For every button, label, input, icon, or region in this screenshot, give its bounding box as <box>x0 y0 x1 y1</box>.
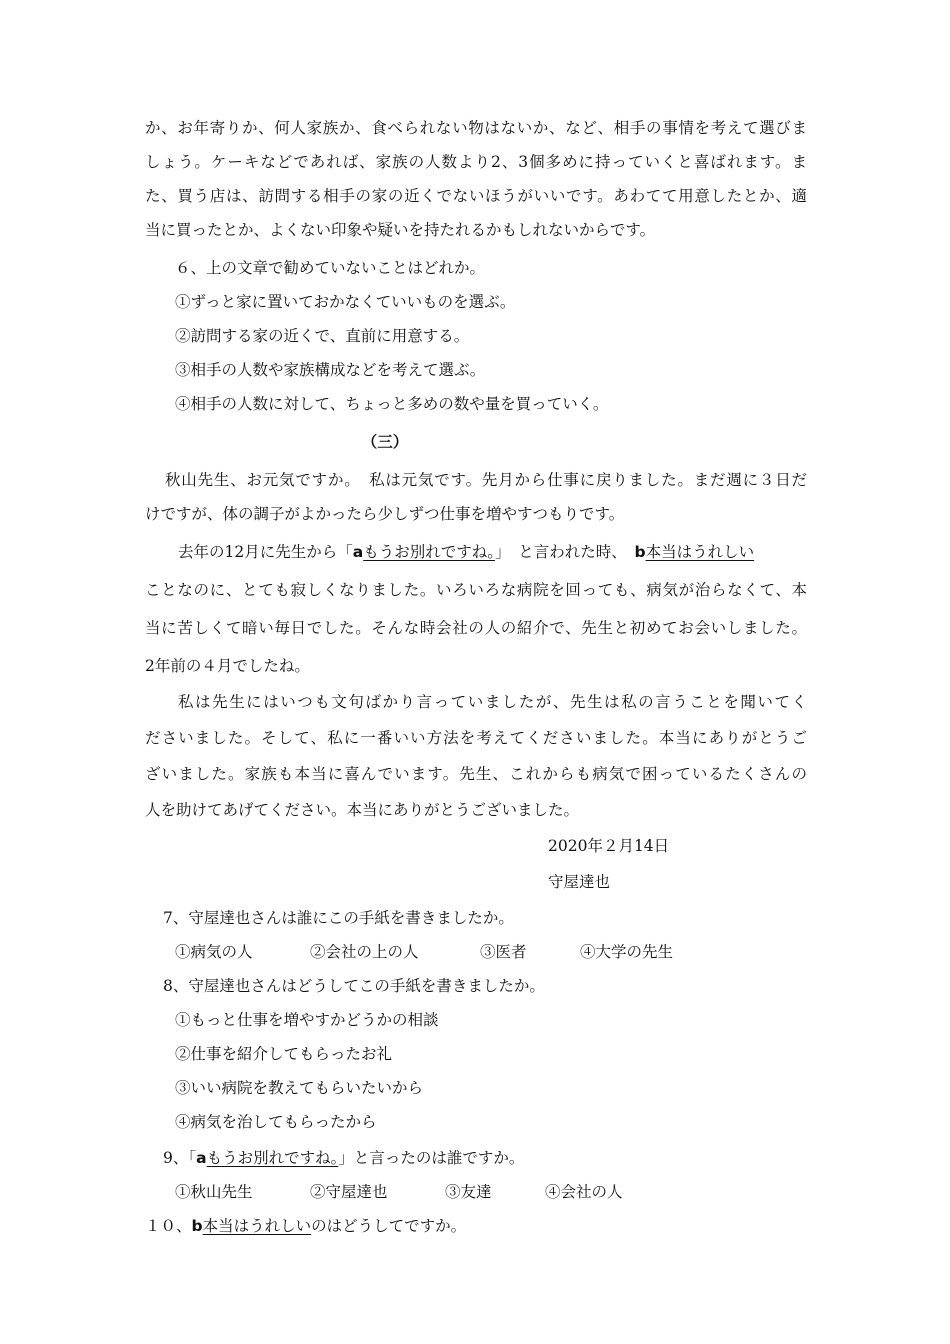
question-text: １０、 <box>145 1217 192 1235</box>
question-8-option: ④病気を治してもらったから <box>175 1113 377 1131</box>
underlined-phrase-a: もうお別れですね。 <box>363 543 495 561</box>
marker-a-label: a <box>352 543 364 561</box>
question-7-option: ③医者 <box>480 943 527 961</box>
letter-signature: 守屋達也 <box>548 873 611 891</box>
question-10-stem <box>145 1214 466 1238</box>
letter-line: 人を助けてあげてください。本当にありがとうございました。 <box>145 801 580 819</box>
question-7-option: ①病気の人 <box>175 943 253 961</box>
passage-line: しょう。ケーキなどであれば、家族の人数より2、3個多めに持っていくと喜ばれます。ま <box>145 153 807 171</box>
question-9-options <box>175 1180 623 1204</box>
passage-line: た、買う店は、訪問する相手の家の近くでないほうがいいです。あわてて用意したとか、適 <box>145 187 807 205</box>
question-6-stem: ６、上の文章で勧めていないことはどれか。 <box>175 259 486 277</box>
marker-b-label: b <box>634 543 646 561</box>
section-3-heading: （三） <box>361 432 409 451</box>
question-9-option: ③友達 <box>445 1183 492 1201</box>
letter-date: 2020年２月14日 <box>548 837 670 855</box>
underlined-phrase-b: 本当はうれしい <box>645 543 755 561</box>
question-text: のはどうしてですか。 <box>311 1217 467 1235</box>
question-9-option: ④会社の人 <box>545 1183 623 1201</box>
letter-line: ざいました。家族も本当に喜んでいます。先生、これからも病気で困っているたくさんの <box>145 765 807 783</box>
question-7-option: ②会社の上の人 <box>310 943 419 961</box>
underlined-phrase-a: もうお別れですね。 <box>206 1149 339 1167</box>
question-6-option: ②訪問する家の近くで、直前に用意する。 <box>175 327 470 345</box>
marker-b-label: b <box>191 1217 203 1235</box>
letter-line: ださいました。そして、私に一番いい方法を考えてくださいました。本当にありがとうご <box>145 729 807 747</box>
letter-line: 私は先生にはいつも文句ばかり言っていましたが、先生は私の言うことを聞いてく <box>178 693 807 711</box>
question-text: 9、「 <box>163 1149 197 1167</box>
question-7-options <box>175 940 673 964</box>
letter-line-with-markers <box>178 540 754 564</box>
question-7-stem: 7、守屋達也さんは誰にこの手紙を書きましたか。 <box>163 909 514 927</box>
passage-line: か、お年寄りか、何人家族か、食べられない物はないか、など、相手の事情を考えて選びま <box>145 119 807 137</box>
question-8-option: ①もっと仕事を増やすかどうかの相談 <box>175 1011 439 1029</box>
question-9-stem <box>163 1146 524 1170</box>
question-6-option: ④相手の人数に対して、ちょっと多めの数や量を買っていく。 <box>175 395 609 413</box>
letter-text: 去年の12月に先生から「 <box>178 543 353 561</box>
marker-a-label: a <box>196 1149 207 1167</box>
letter-text: 」 と言われた時、 <box>494 543 635 561</box>
question-9-option: ①秋山先生 <box>175 1183 253 1201</box>
question-7-option: ④大学の先生 <box>580 943 674 961</box>
question-8-option: ③いい病院を教えてもらいたいから <box>175 1079 424 1097</box>
letter-line: ことなのに、とても寂しくなりました。いろいろな病院を回っても、病気が治らなくて、本 <box>145 581 807 599</box>
letter-line: 2年前の４月でしたね。 <box>145 657 310 675</box>
underlined-phrase-b: 本当はうれしい <box>202 1217 312 1235</box>
letter-line: けですが、体の調子がよかったら少しずつ仕事を増やすつもりです。 <box>145 505 625 523</box>
passage-line: 当に買ったとか、よくない印象や疑いを持たれるかもしれないからです。 <box>145 221 656 239</box>
question-8-stem: 8、守屋達也さんはどうしてこの手紙を書きましたか。 <box>163 977 545 995</box>
question-9-option: ②守屋達也 <box>310 1183 388 1201</box>
question-8-option: ②仕事を紹介してもらったお礼 <box>175 1045 393 1063</box>
question-6-option: ③相手の人数や家族構成などを考えて選ぶ。 <box>175 361 486 379</box>
question-text: 」と言ったのは誰ですか。 <box>338 1149 525 1167</box>
question-6-option: ①ずっと家に置いておかなくていいものを選ぶ。 <box>175 293 516 311</box>
letter-line: 当に苦しくて暗い毎日でした。そんな時会社の人の紹介で、先生と初めてお会いしました。 <box>145 619 807 637</box>
letter-line: 秋山先生、お元気ですか。 私は元気です。先月から仕事に戻りました。まだ週に３日だ <box>165 471 807 489</box>
